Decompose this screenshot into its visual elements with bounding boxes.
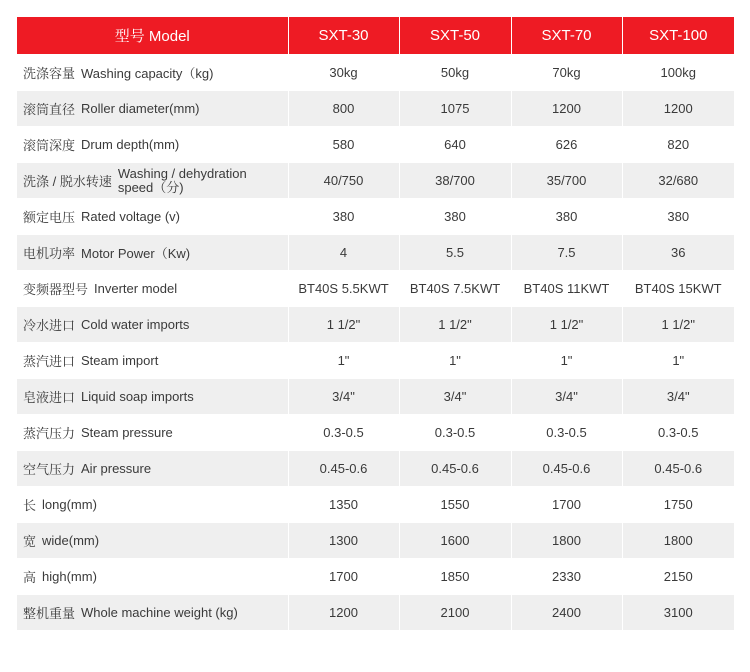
row-label-en: Roller diameter(mm) [81, 101, 200, 116]
row-label [17, 127, 288, 163]
row-label [17, 523, 288, 559]
row-label [17, 343, 288, 379]
table-cell: BT40S 5.5KWT [288, 271, 399, 307]
table-cell: 3100 [622, 595, 734, 631]
row-label-en: Steam pressure [81, 425, 173, 440]
spec-table-body [17, 55, 734, 631]
row-label-en: Air pressure [81, 461, 152, 476]
table-cell: 1200 [511, 91, 622, 127]
row-label-zh: 滚筒直径 [23, 102, 76, 117]
table-row [17, 307, 734, 343]
table-cell: 40/750 [288, 163, 399, 199]
table-cell: 1300 [288, 523, 399, 559]
table-cell: 0.45-0.6 [288, 451, 399, 487]
table-cell: 640 [399, 127, 511, 163]
table-cell: 3/4" [288, 379, 399, 415]
header-model-sxt-70: SXT-70 [511, 17, 622, 55]
row-label-zh: 洗涤容量 [23, 66, 76, 81]
row-label-zh: 长 [23, 498, 37, 513]
table-cell: 0.3-0.5 [399, 415, 511, 451]
row-label-en: Motor Power（Kw) [81, 246, 191, 261]
table-cell: 35/700 [511, 163, 622, 199]
row-label-zh: 额定电压 [23, 210, 76, 225]
table-cell: 70kg [511, 55, 622, 91]
table-cell: 1550 [399, 487, 511, 523]
row-label-zh: 高 [23, 570, 37, 585]
table-cell: 1800 [511, 523, 622, 559]
table-cell: 0.3-0.5 [288, 415, 399, 451]
table-cell: 380 [288, 199, 399, 235]
header-model-label: 型号 Model [17, 17, 288, 55]
table-cell: 50kg [399, 55, 511, 91]
table-cell: 0.45-0.6 [511, 451, 622, 487]
table-row [17, 523, 734, 559]
table-cell: 1075 [399, 91, 511, 127]
row-label-zh: 洗涤 / 脱水转速 [23, 174, 112, 189]
row-label-en: Rated voltage (v) [81, 209, 181, 224]
row-label-zh: 蒸汽压力 [23, 426, 76, 441]
table-cell: 3/4" [622, 379, 734, 415]
table-row [17, 559, 734, 595]
row-label-en: Washing / dehydration speed（分) [117, 165, 247, 195]
table-cell: 1700 [288, 559, 399, 595]
table-cell: 0.45-0.6 [622, 451, 734, 487]
table-row [17, 55, 734, 91]
table-cell: 2330 [511, 559, 622, 595]
table-row [17, 163, 734, 199]
row-label [17, 379, 288, 415]
row-label [17, 91, 288, 127]
table-row [17, 451, 734, 487]
row-label-en: Whole machine weight (kg) [81, 605, 238, 620]
table-cell: 1200 [622, 91, 734, 127]
table-cell: 7.5 [511, 235, 622, 271]
spec-table [17, 17, 734, 630]
table-cell: 4 [288, 235, 399, 271]
table-cell: 1750 [622, 487, 734, 523]
row-label-zh: 皂液进口 [23, 390, 76, 405]
table-cell: 1 1/2" [622, 307, 734, 343]
table-row [17, 595, 734, 631]
table-row [17, 199, 734, 235]
table-cell: 380 [622, 199, 734, 235]
row-label-zh: 冷水进口 [23, 318, 76, 333]
table-cell: 2150 [622, 559, 734, 595]
row-label-en: wide(mm) [42, 533, 100, 548]
row-label [17, 199, 288, 235]
header-model-sxt-100: SXT-100 [622, 17, 734, 55]
table-cell: 820 [622, 127, 734, 163]
row-label-en: long(mm) [42, 497, 97, 512]
row-label-zh: 整机重量 [23, 606, 76, 621]
table-row [17, 343, 734, 379]
table-cell: 36 [622, 235, 734, 271]
row-label [17, 55, 288, 91]
table-row [17, 487, 734, 523]
table-cell: 0.3-0.5 [511, 415, 622, 451]
table-cell: 1200 [288, 595, 399, 631]
table-cell: 5.5 [399, 235, 511, 271]
row-label-zh: 变频器型号 [23, 282, 89, 297]
row-label [17, 163, 288, 199]
row-label-zh: 电机功率 [23, 246, 76, 261]
row-label-zh: 滚筒深度 [23, 138, 76, 153]
row-label [17, 559, 288, 595]
table-cell: BT40S 7.5KWT [399, 271, 511, 307]
table-cell: 1 1/2" [288, 307, 399, 343]
table-row [17, 127, 734, 163]
row-label [17, 235, 288, 271]
row-label [17, 595, 288, 631]
table-cell: 3/4" [511, 379, 622, 415]
table-cell: BT40S 15KWT [622, 271, 734, 307]
table-cell: 100kg [622, 55, 734, 91]
table-cell: 2400 [511, 595, 622, 631]
table-cell: 1350 [288, 487, 399, 523]
table-cell: 1" [399, 343, 511, 379]
table-cell: 1" [622, 343, 734, 379]
row-label [17, 307, 288, 343]
table-cell: 32/680 [622, 163, 734, 199]
table-cell: 1600 [399, 523, 511, 559]
row-label [17, 415, 288, 451]
row-label-en: Washing capacity（kg) [81, 66, 214, 81]
row-label-en: Steam import [81, 353, 159, 368]
table-cell: 0.3-0.5 [622, 415, 734, 451]
table-row [17, 91, 734, 127]
table-row [17, 271, 734, 307]
table-cell: 2100 [399, 595, 511, 631]
row-label-en: Inverter model [94, 281, 178, 296]
row-label-en: Cold water imports [81, 317, 190, 332]
row-label [17, 451, 288, 487]
row-label [17, 487, 288, 523]
table-row [17, 235, 734, 271]
table-row [17, 379, 734, 415]
spec-table-header [17, 17, 734, 55]
row-label-en: Drum depth(mm) [81, 137, 180, 152]
table-cell: 0.45-0.6 [399, 451, 511, 487]
table-cell: 626 [511, 127, 622, 163]
spec-table-container [17, 17, 734, 630]
table-cell: 1 1/2" [511, 307, 622, 343]
header-model-sxt-50: SXT-50 [399, 17, 511, 55]
row-label-zh: 空气压力 [23, 462, 76, 477]
row-label-en: high(mm) [42, 569, 97, 584]
table-cell: 1 1/2" [399, 307, 511, 343]
row-label-zh: 宽 [23, 534, 37, 549]
table-row [17, 415, 734, 451]
table-cell: 580 [288, 127, 399, 163]
table-cell: 800 [288, 91, 399, 127]
table-cell: 1" [511, 343, 622, 379]
header-model-sxt-30: SXT-30 [288, 17, 399, 55]
table-cell: BT40S 11KWT [511, 271, 622, 307]
table-cell: 380 [399, 199, 511, 235]
table-cell: 1" [288, 343, 399, 379]
row-label-zh: 蒸汽进口 [23, 354, 76, 369]
table-cell: 3/4" [399, 379, 511, 415]
table-cell: 38/700 [399, 163, 511, 199]
table-cell: 30kg [288, 55, 399, 91]
table-cell: 1700 [511, 487, 622, 523]
row-label [17, 271, 288, 307]
row-label-en: Liquid soap imports [81, 389, 194, 404]
table-cell: 1800 [622, 523, 734, 559]
table-cell: 1850 [399, 559, 511, 595]
table-cell: 380 [511, 199, 622, 235]
header-row [17, 17, 734, 55]
